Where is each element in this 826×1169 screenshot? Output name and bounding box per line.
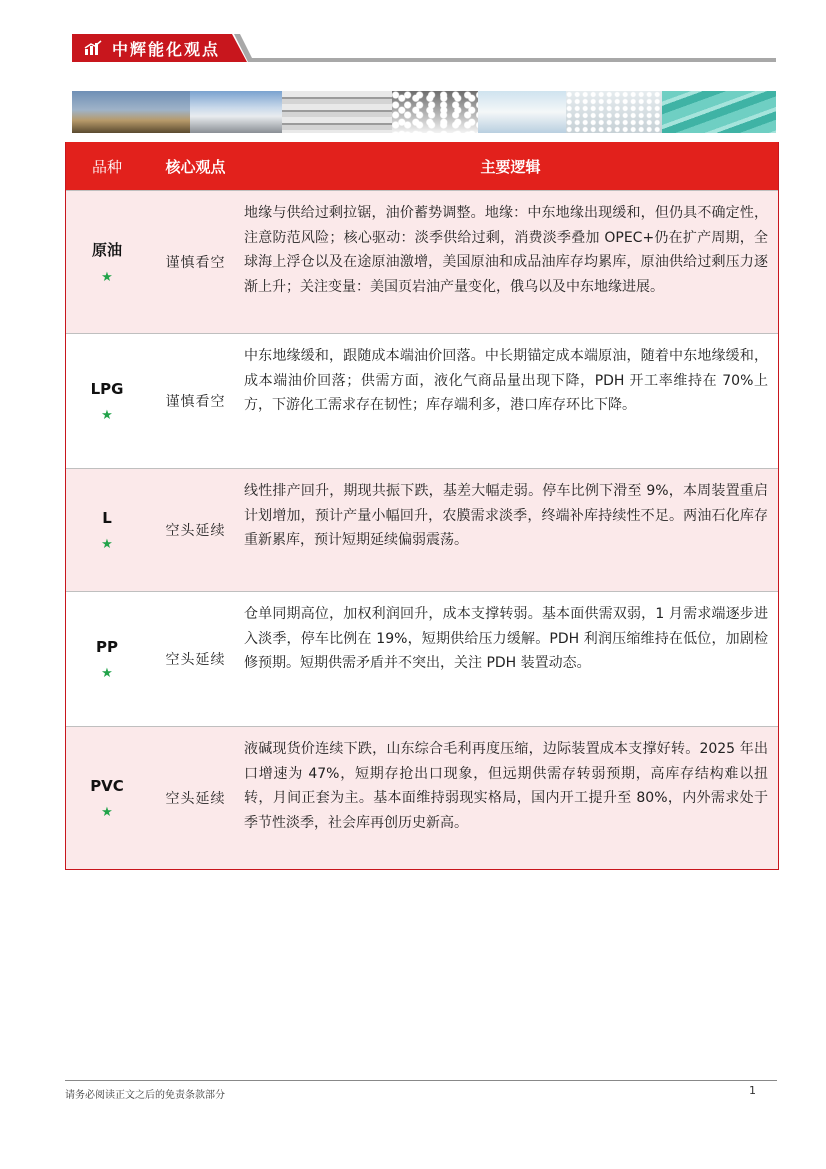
- bag-image: [478, 91, 566, 133]
- view-cell: 空头延续: [165, 652, 226, 668]
- kind-name: L: [102, 508, 112, 527]
- pipes-image: [282, 91, 392, 133]
- star-icon: ★: [101, 665, 113, 681]
- logic-cell: 地缘与供给过剩拉锯，油价蓄势调整。地缘：中东地缘出现缓和，但仍具不确定性，注意防范风险；核心驱动：淡季供给过剩，消费淡季叠加 OPEC+仍在扩产周期，全球海上浮仓以及在途原油激增，美国原油和成品油库存均累库，原油供给过剩压力逐渐上升；关注变量：美国页岩油产量变化，俄乌以及中东地缘进展。: [244, 205, 768, 295]
- logic-cell: 线性排产回升，期现共振下跌，基差大幅走弱。停车比例下滑至 9%，本周装置重启计划增加，预计产量小幅回升，农膜需求淡季，终端补库持续性不足。两油石化库存重新累库，预计短期延续偏弱震荡。: [244, 483, 768, 548]
- product-image-strip: [72, 91, 776, 133]
- footer-rule: [65, 1080, 777, 1081]
- table-header: [66, 142, 778, 190]
- bar-chart-icon: [84, 40, 102, 56]
- table-row: [66, 468, 778, 591]
- kind-cell: [66, 334, 148, 468]
- header-title: 中辉能化观点: [112, 40, 221, 59]
- kind-name: PVC: [90, 776, 124, 795]
- header-banner: [72, 34, 776, 62]
- table-row: [66, 726, 778, 870]
- oil-pump-image: [72, 91, 190, 133]
- table-row: [66, 190, 778, 333]
- star-icon: ★: [101, 407, 113, 423]
- pellets-image: [392, 91, 478, 133]
- header-logic: 主要逻辑: [480, 157, 541, 176]
- kind-cell: [66, 469, 148, 591]
- logic-cell: 仓单同期高位，加权利润回升，成本支撑转弱。基本面供需双弱，1 月需求端逐步进入淡季，停车比例在 19%，短期供给压力缓解。PDH 利润压缩维持在低位，加剧检修预期。短期供需矛盾并不突出，关注 PDH 装置动态。: [244, 606, 768, 671]
- view-cell: 空头延续: [165, 791, 226, 807]
- header-kind: 品种: [91, 157, 122, 176]
- header-gray-rule: [248, 58, 776, 62]
- kind-cell: [66, 191, 148, 333]
- kind-name: PP: [96, 637, 118, 656]
- logic-cell: 液碱现货价连续下跌，山东综合毛利再度压缩，边际装置成本支撑好转。2025 年出口增速为 47%，短期存抢出口现象，但远期供需存转弱预期，高库存结构难以扭转，月间正套为主。基本面维持弱现实格局，国内开工提升至 80%，内外需求处于季节性淡季，社会库再创历史新高。: [244, 741, 768, 831]
- header-view: 核心观点: [165, 157, 226, 176]
- page-number: 1: [749, 1084, 756, 1097]
- flakes-image: [566, 91, 662, 133]
- footer-disclaimer: 请务必阅读正文之后的免责条款部分: [65, 1090, 225, 1101]
- glass-sheets-image: [662, 91, 776, 133]
- kind-name: LPG: [90, 379, 124, 398]
- view-cell: 谨慎看空: [165, 394, 226, 410]
- logic-cell: 中东地缘缓和，跟随成本端油价回落。中长期锚定成本端原油，随着中东地缘缓和，成本端油价回落；供需方面，液化气商品量出现下降，PDH 开工率维持在 70%上方，下游化工需求存在韧性；库存端利多，港口库存环比下降。: [244, 348, 768, 413]
- star-icon: ★: [101, 804, 113, 820]
- kind-name: 原油: [91, 241, 122, 259]
- star-icon: ★: [101, 270, 113, 285]
- lpg-tanker-image: [190, 91, 282, 133]
- kind-cell: [66, 592, 148, 726]
- kind-cell: [66, 727, 148, 869]
- star-icon: ★: [101, 536, 113, 552]
- view-cell: 空头延续: [165, 523, 226, 539]
- viewpoint-table: [65, 142, 779, 870]
- table-row: [66, 333, 778, 468]
- view-cell: 谨慎看空: [165, 255, 226, 271]
- table-row: [66, 591, 778, 726]
